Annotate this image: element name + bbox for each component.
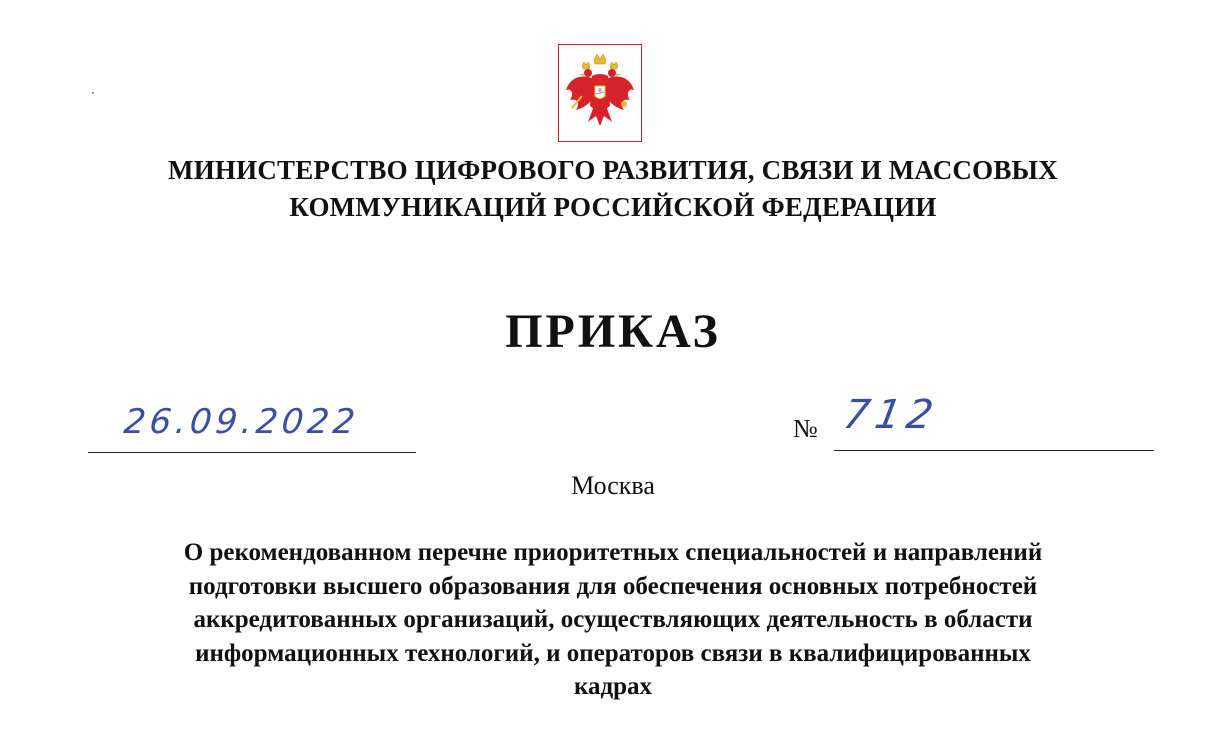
subject-line-2: подготовки высшего образования для обеспечения основных потребностей bbox=[188, 572, 1038, 600]
coat-of-arms-icon bbox=[558, 44, 642, 142]
ministry-name bbox=[0, 152, 1226, 226]
scan-speck bbox=[92, 92, 94, 94]
city-name: Москва bbox=[571, 471, 655, 500]
handwritten-date: 26.09.2022 bbox=[121, 402, 361, 442]
document-type-title: ПРИКАЗ bbox=[505, 305, 721, 358]
number-field bbox=[834, 392, 1154, 451]
date-field bbox=[88, 400, 416, 453]
subject-line-4: информационных технологий, и операторов связи в квалифицированных bbox=[195, 639, 1031, 667]
subject-line-3: аккредитованных организаций, осуществляющих деятельность в области bbox=[193, 606, 1033, 633]
number-sign: № bbox=[793, 414, 818, 443]
subject-line-1: О рекомендованном перечне приоритетных специальностей и направлений bbox=[183, 539, 1043, 566]
handwritten-number: 712 bbox=[839, 392, 943, 438]
ministry-name-line-2: КОММУНИКАЦИЙ РОССИЙСКОЙ ФЕДЕРАЦИИ bbox=[289, 192, 937, 222]
subject-line-5: кадрах bbox=[573, 673, 653, 700]
order-subject bbox=[0, 536, 1226, 704]
ministry-name-line-1: МИНИСТЕРСТВО ЦИФРОВОГО РАЗВИТИЯ, СВЯЗИ И МАССОВЫХ bbox=[168, 155, 1058, 185]
